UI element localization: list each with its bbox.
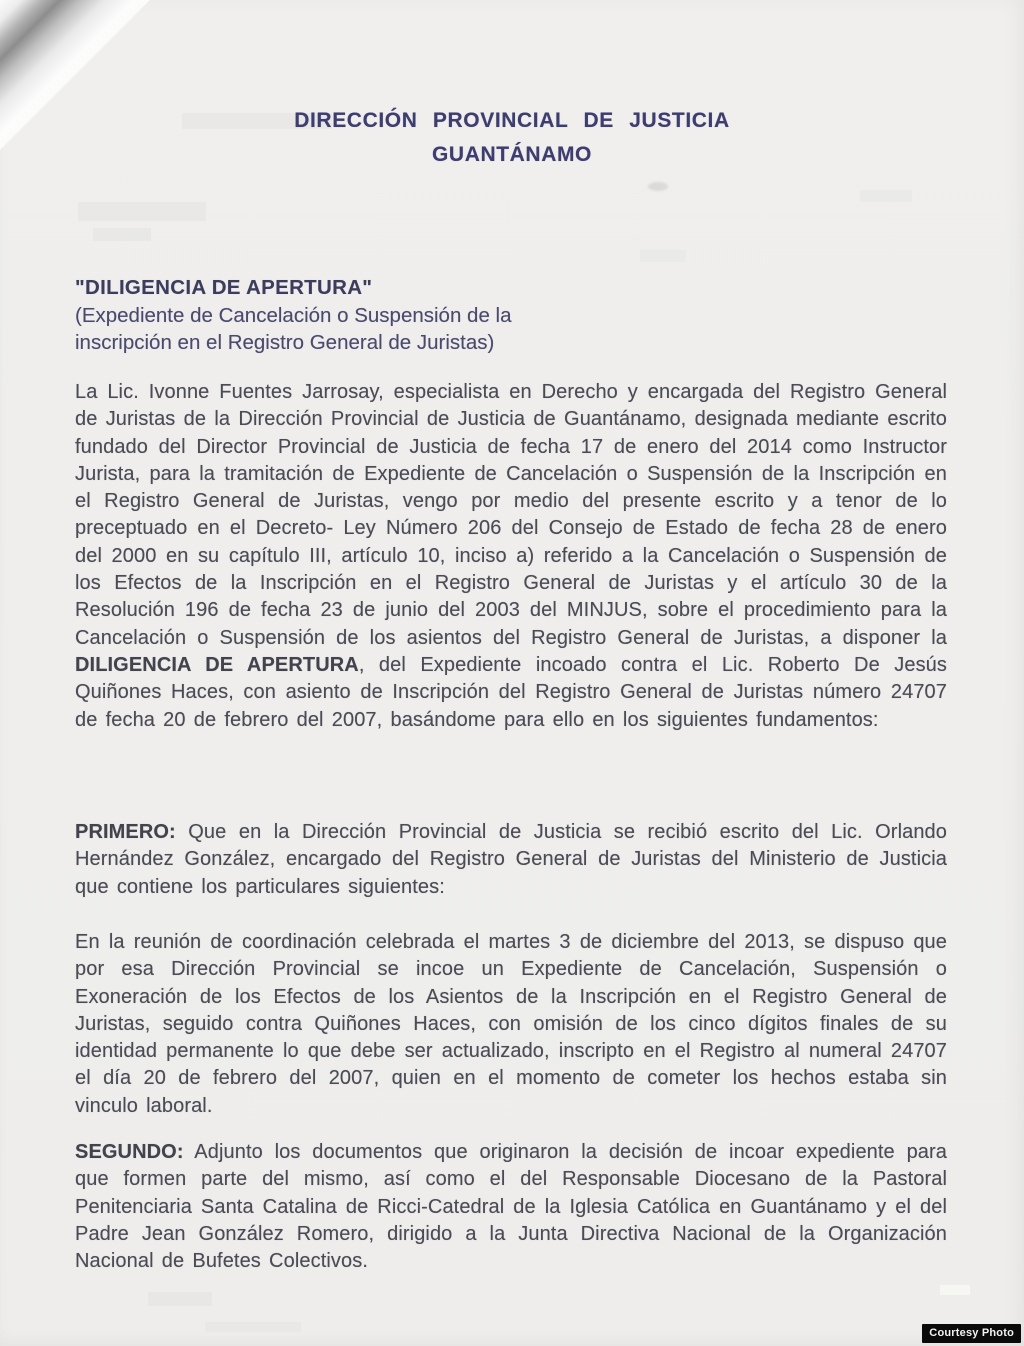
paragraph-opening <box>75 379 947 734</box>
header-line-2: GUANTÁNAMO <box>432 143 592 166</box>
scan-artifact <box>78 202 206 221</box>
document-header <box>0 104 1024 172</box>
document-subtitle-line1: (Expediente de Cancelación o Suspensión de la <box>75 303 512 327</box>
segundo-label: SEGUNDO: <box>75 1141 184 1163</box>
opening-text-after: , del Expediente incoado contra el Lic. Roberto De Jesús Quiñones Haces, con asiento de Inscripción del Registro General de Juristas número 24707 de fecha 20 de febrero del 2007, basándome para ello en los siguientes fundamentos: <box>75 653 947 731</box>
scan-smudge <box>648 182 668 191</box>
primero-label: PRIMERO: <box>75 821 176 843</box>
scan-artifact <box>205 1322 301 1332</box>
scan-artifact <box>860 190 912 202</box>
opening-text-before: La Lic. Ivonne Fuentes Jarrosay, especialista en Derecho y encargada del Registro General de Juristas de la Dirección Provincial de Justicia de Guantánamo, designada mediante escrito fundado del Director Provincial de Justicia de fecha 17 de enero del 2014 como Instructor Jurista, para la tramitación de Expediente de Cancelación o Suspensión de la Inscripción en el Registro General de Juristas, vengo por medio del presente escrito y a tenor de lo preceptuado en el Decreto- Ley Número 206 del Consejo de Estado de fecha 28 de enero del 2000 en su capítulo III, artículo 10, inciso a) referido a la Cancelación o Suspensión de los Efectos de la Inscripción en el Registro General de Juristas y el artículo 30 de la Resolución 196 de fecha 23 de junio del 2003 del MINJUS, sobre el procedimiento para la Cancelación o Suspensión de los asientos del Registro General de Juristas, a disponer la <box>75 381 947 649</box>
paragraph-segundo <box>75 1139 947 1275</box>
paragraph-primero <box>75 819 947 901</box>
primero-text: Que en la Dirección Provincial de Justicia se recibió escrito del Lic. Orlando Hernández González, encargado del Registro General de Juristas del Ministerio de Justicia que contiene los particulares siguientes: <box>75 821 947 898</box>
document-subtitle-line2: inscripción en el Registro General de Juristas) <box>75 331 495 354</box>
paragraph-reunion: En la reunión de coordinación celebrada el martes 3 de diciembre del 2013, se dispuso que por esa Dirección Provincial se incoe un Expediente de Cancelación, Suspensión o Exoneración de los Efectos de los Asientos de la Inscripción en el Registro General de Juristas, seguido contra Quiñones Haces, con omisión de los cinco dígitos finales de su identidad permanente lo que debe ser actualizado, inscripto en el Registro al numeral 24707 el día 20 de febrero del 2007, quien en el momento de cometer los hechos estaba sin vinculo laboral. <box>75 931 947 1117</box>
document-title-block <box>75 274 947 357</box>
opening-bold-diligencia: DILIGENCIA DE APERTURA <box>75 653 359 676</box>
scan-artifact <box>640 250 686 262</box>
courtesy-photo-badge: Courtesy Photo <box>922 1324 1021 1343</box>
segundo-text: Adjunto los documentos que originaron la decisión de incoar expediente para que formen parte del mismo, así como el del Responsable Diocesano de la Pastoral Penitenciaria Santa Catalina de Ricci-Catedral de la Iglesia Católica en Guantánamo y el del Padre Jean González Romero, dirigido a la Junta Directiva Nacional de la Organización Nacional de Bufetes Colectivos. <box>75 1141 947 1273</box>
header-line-1: DIRECCIÓN PROVINCIAL DE JUSTICIA <box>294 109 730 132</box>
document-title: "DILIGENCIA DE APERTURA" <box>75 276 373 299</box>
scan-artifact <box>93 228 151 241</box>
scan-artifact <box>148 1292 212 1306</box>
scan-artifact <box>940 1285 970 1295</box>
